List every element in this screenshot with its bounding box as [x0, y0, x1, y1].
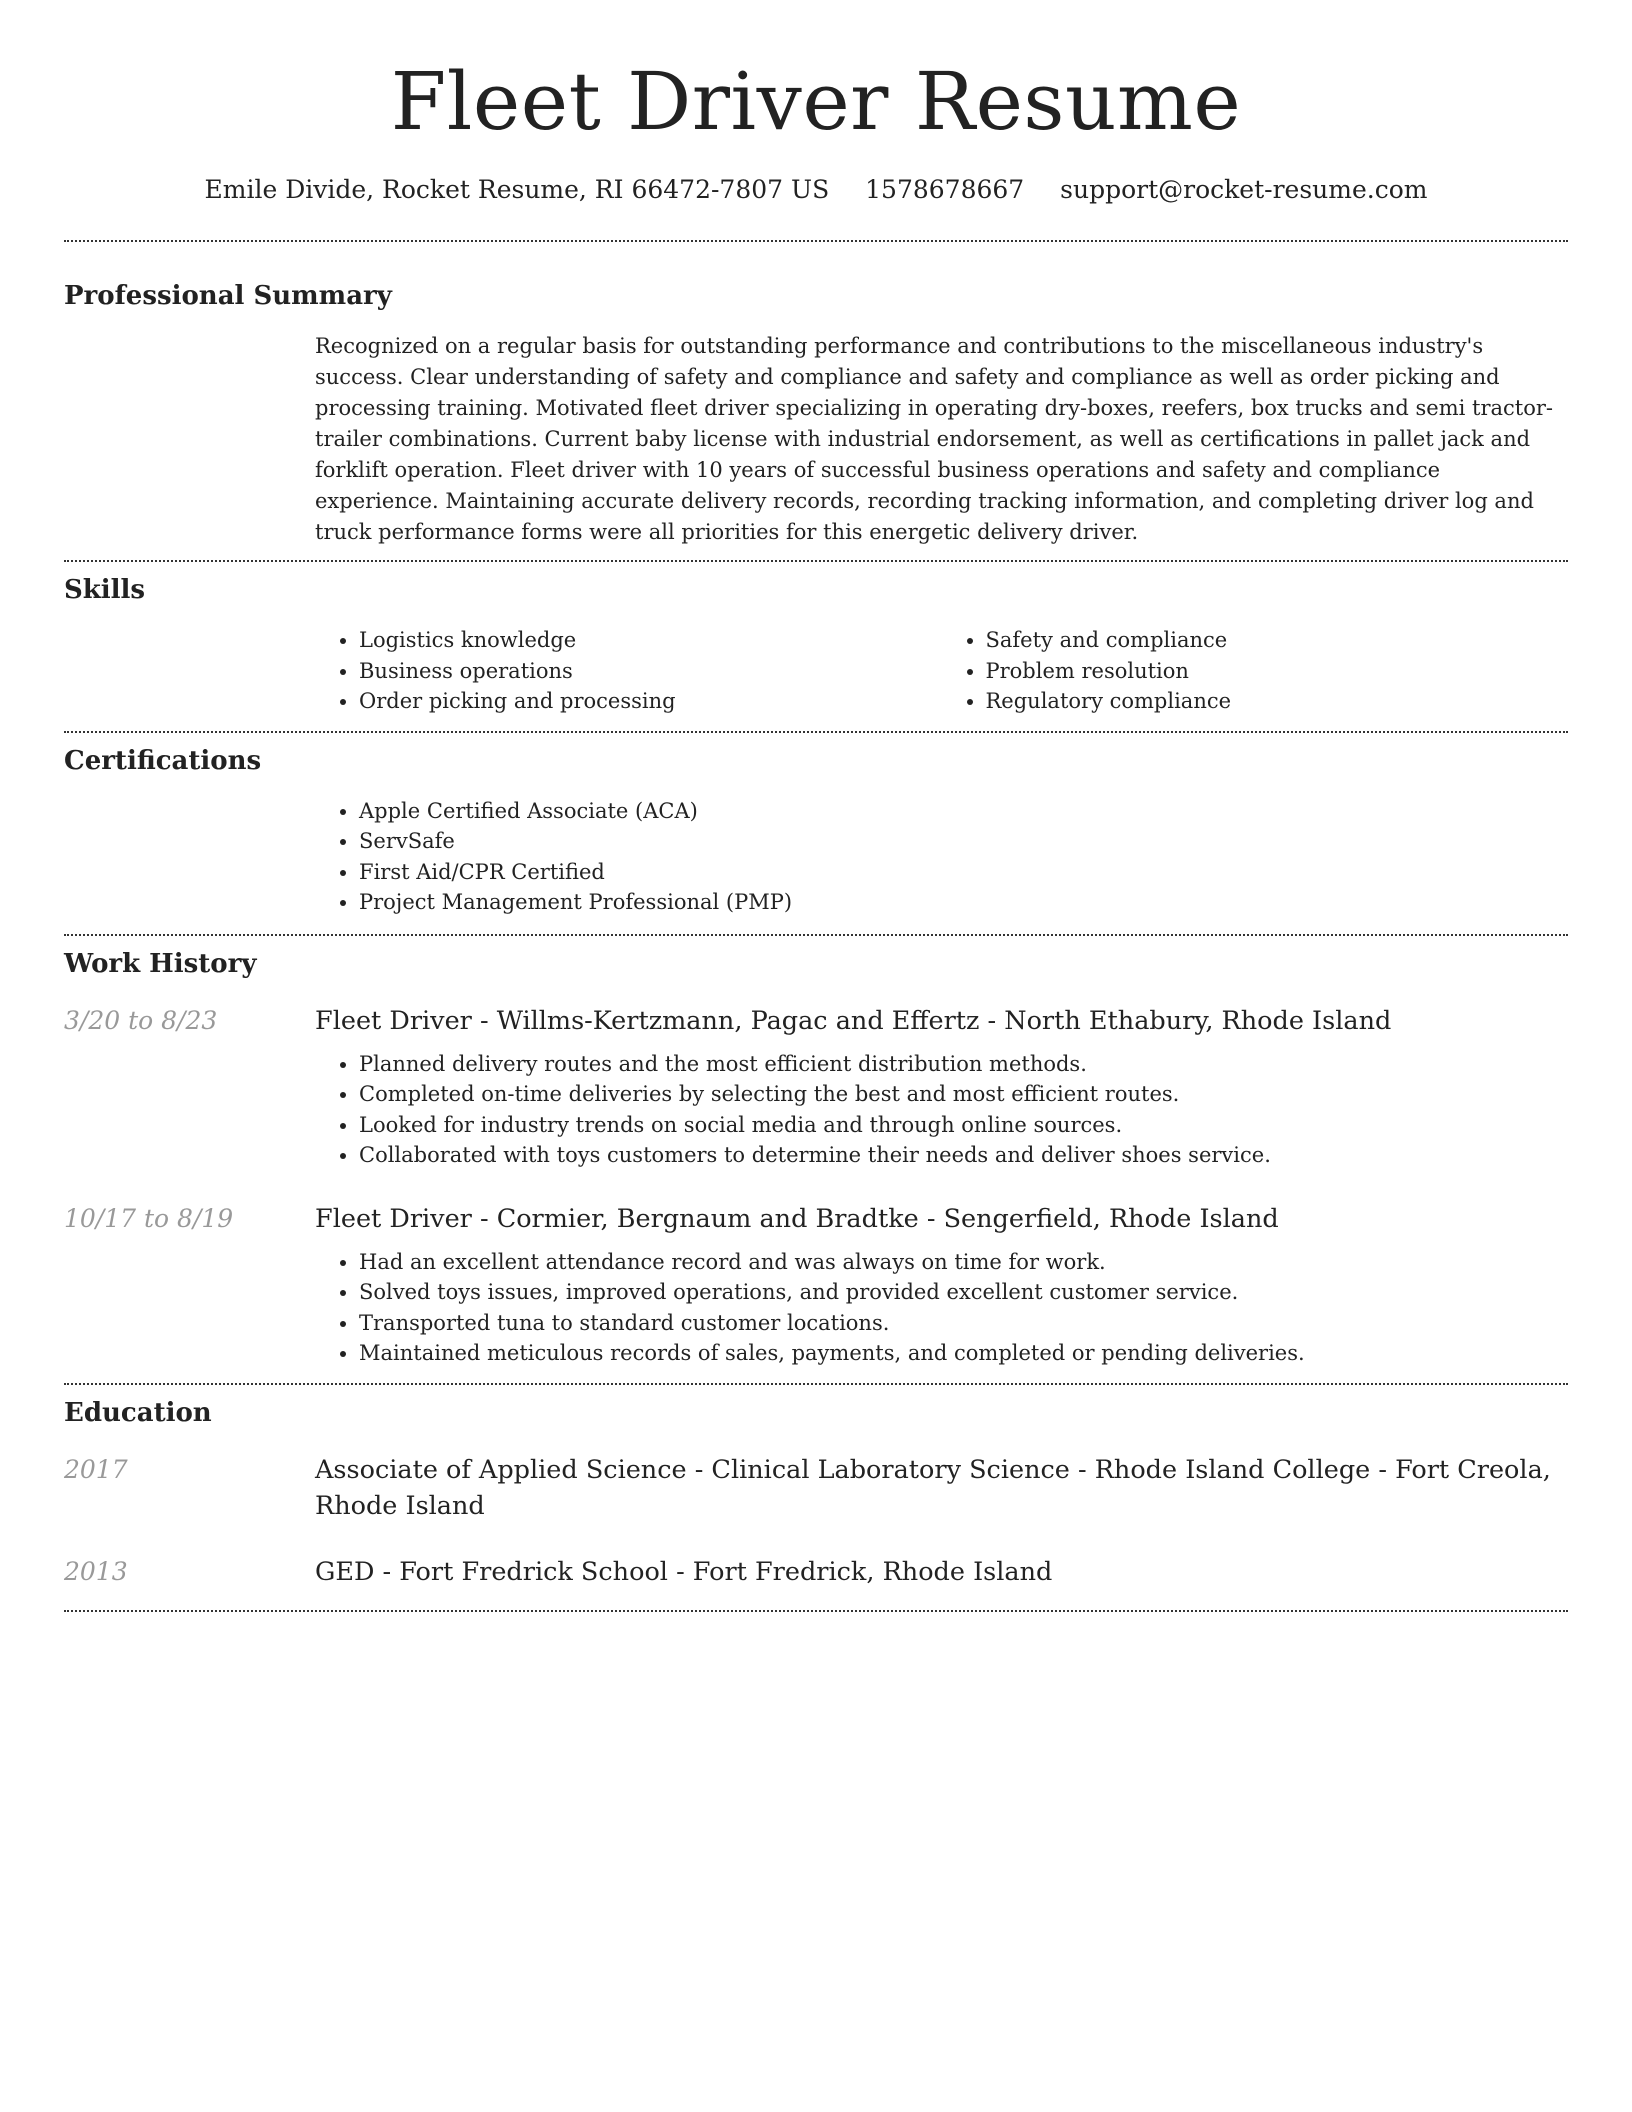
- section-heading-education: Education: [64, 1397, 212, 1428]
- summary-section: [64, 242, 1568, 548]
- education-year: 2013: [64, 1556, 128, 1586]
- page-title: Fleet Driver Resume: [390, 55, 1242, 148]
- job-title: Fleet Driver - Cormier, Bergnaum and Bradtke - Sengerfield, Rhode Island: [315, 1203, 1279, 1234]
- section-heading-skills: Skills: [64, 575, 146, 605]
- section-heading-work: Work History: [64, 948, 257, 979]
- education-degree: Associate of Applied Science - Clinical Laboratory Science - Rhode Island College - Fort Creola, Rhode Island: [315, 1454, 1551, 1521]
- education-degree: GED - Fort Fredrick School - Fort Fredrick, Rhode Island: [315, 1556, 1053, 1587]
- job-bullets: [315, 1247, 1568, 1369]
- section-heading-certifications: Certifications: [64, 745, 262, 776]
- contact-line: [64, 172, 1568, 208]
- contact-phone: 1578678667: [865, 175, 1025, 204]
- list-item: • Apple Certified Associate (ACA): [359, 796, 1568, 827]
- education-entry: [64, 1554, 1568, 1590]
- work-section: [64, 936, 1568, 1369]
- skills-list-right: [942, 625, 1569, 717]
- job-entry: [64, 1003, 1568, 1171]
- education-entry: [64, 1452, 1568, 1524]
- job-entry: [64, 1201, 1568, 1369]
- list-item: • Had an excellent attendance record and was always on time for work.: [359, 1247, 1568, 1278]
- resume-page: [64, 0, 1568, 1612]
- job-dates: 3/20 to 8/23: [64, 1005, 218, 1035]
- education-year: 2017: [64, 1454, 128, 1484]
- skills-list-left: [315, 625, 942, 717]
- divider: [64, 1610, 1568, 1612]
- certifications-section: [64, 733, 1568, 918]
- list-item: • Maintained meticulous records of sales, payments, and completed or pending deliveries.: [359, 1338, 1568, 1369]
- list-item: • Regulatory compliance: [986, 686, 1569, 717]
- list-item: • Logistics knowledge: [359, 625, 942, 656]
- list-item: • Planned delivery routes and the most efficient distribution methods.: [359, 1049, 1568, 1080]
- list-item: • Solved toys issues, improved operations, and provided excellent customer service.: [359, 1277, 1568, 1308]
- list-item: • Looked for industry trends on social media and through online sources.: [359, 1110, 1568, 1141]
- contact-email: support@rocket-resume.com: [1060, 175, 1428, 204]
- list-item: • Project Management Professional (PMP): [359, 887, 1568, 918]
- summary-text: Recognized on a regular basis for outstanding performance and contributions to the miscellaneous industry's success. Clear understanding of safety and compliance and safety and compliance as well as order picking and processing training. Motivated fleet driver specializing in operating dry-boxes, reefers, box trucks and semi tractor-trailer combinations. Current baby license with industrial endorsement, as well as certifications in pallet jack and forklift operation. Fleet driver with 10 years of successful business operations and safety and compliance experience. Maintaining accurate delivery records, recording tracking information, and completing driver log and truck performance forms were all priorities for this energetic delivery driver.: [315, 334, 1554, 544]
- list-item: • ServSafe: [359, 826, 1568, 857]
- list-item: • Transported tuna to standard customer locations.: [359, 1308, 1568, 1339]
- section-heading-summary: Professional Summary: [64, 281, 392, 311]
- list-item: • Completed on-time deliveries by selecting the best and most efficient routes.: [359, 1079, 1568, 1110]
- list-item: • First Aid/CPR Certified: [359, 857, 1568, 888]
- list-item: • Problem resolution: [986, 656, 1569, 687]
- contact-address: Emile Divide, Rocket Resume, RI 66472-7807 US: [204, 175, 830, 204]
- list-item: • Business operations: [359, 656, 942, 687]
- list-item: • Safety and compliance: [986, 625, 1569, 656]
- job-dates: 10/17 to 8/19: [64, 1203, 234, 1233]
- job-title: Fleet Driver - Willms-Kertzmann, Pagac and Effertz - North Ethabury, Rhode Island: [315, 1005, 1392, 1036]
- education-section: [64, 1385, 1568, 1590]
- list-item: • Collaborated with toys customers to determine their needs and deliver shoes service.: [359, 1140, 1568, 1171]
- list-item: • Order picking and processing: [359, 686, 942, 717]
- job-bullets: [315, 1049, 1568, 1171]
- skills-section: [64, 562, 1568, 717]
- certifications-list: [315, 796, 1568, 918]
